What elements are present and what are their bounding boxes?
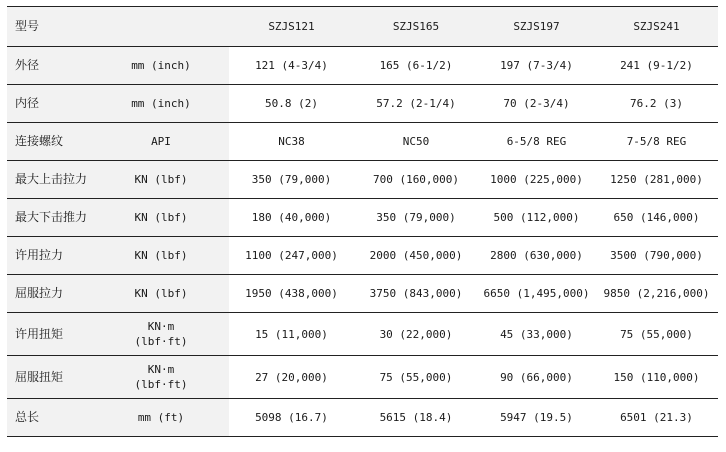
row-unit: API (93, 123, 229, 161)
cell-value: 121 (4-3/4) (229, 47, 354, 85)
cell-value: 165 (6-1/2) (354, 47, 478, 85)
cell-value: 6650 (1,495,000) (478, 275, 595, 313)
table-row (7, 399, 718, 437)
header-label: 型号 (7, 7, 93, 47)
row-label: 许用扭矩 (7, 313, 93, 356)
cell-value: 2800 (630,000) (478, 237, 595, 275)
cell-value: 30 (22,000) (354, 313, 478, 356)
table-row (7, 47, 718, 85)
row-unit: KN (lbf) (93, 199, 229, 237)
cell-value: NC38 (229, 123, 354, 161)
cell-value: 15 (11,000) (229, 313, 354, 356)
header-unit (93, 7, 229, 47)
table-row (7, 356, 718, 399)
cell-value: 350 (79,000) (229, 161, 354, 199)
table-row (7, 313, 718, 356)
cell-value: 241 (9-1/2) (595, 47, 718, 85)
table-row (7, 199, 718, 237)
cell-value: 1000 (225,000) (478, 161, 595, 199)
row-unit (93, 356, 229, 399)
header-row (7, 7, 718, 47)
row-label: 屈服拉力 (7, 275, 93, 313)
cell-value: NC50 (354, 123, 478, 161)
cell-value: 650 (146,000) (595, 199, 718, 237)
unit-line: (lbf·ft) (134, 335, 188, 348)
cell-value: 700 (160,000) (354, 161, 478, 199)
cell-value: 6501 (21.3) (595, 399, 718, 437)
model-name: SZJS121 (229, 7, 354, 47)
table-row (7, 85, 718, 123)
cell-value: 45 (33,000) (478, 313, 595, 356)
model-name: SZJS241 (595, 7, 718, 47)
spec-table (7, 6, 718, 437)
row-unit: mm (inch) (93, 47, 229, 85)
row-unit: mm (inch) (93, 85, 229, 123)
cell-value: 3500 (790,000) (595, 237, 718, 275)
row-label: 最大上击拉力 (7, 161, 93, 199)
cell-value: 5615 (18.4) (354, 399, 478, 437)
row-label: 总长 (7, 399, 93, 437)
row-unit: mm (ft) (93, 399, 229, 437)
row-label: 外径 (7, 47, 93, 85)
cell-value: 1100 (247,000) (229, 237, 354, 275)
cell-value: 50.8 (2) (229, 85, 354, 123)
cell-value: 1950 (438,000) (229, 275, 354, 313)
table-row (7, 237, 718, 275)
table-row (7, 275, 718, 313)
cell-value: 500 (112,000) (478, 199, 595, 237)
cell-value: 6-5/8 REG (478, 123, 595, 161)
cell-value: 180 (40,000) (229, 199, 354, 237)
row-unit: KN (lbf) (93, 161, 229, 199)
cell-value: 1250 (281,000) (595, 161, 718, 199)
table-row (7, 123, 718, 161)
cell-value: 27 (20,000) (229, 356, 354, 399)
cell-value: 70 (2-3/4) (478, 85, 595, 123)
cell-value: 57.2 (2-1/4) (354, 85, 478, 123)
cell-value: 350 (79,000) (354, 199, 478, 237)
model-name: SZJS165 (354, 7, 478, 47)
cell-value: 76.2 (3) (595, 85, 718, 123)
row-label: 最大下击推力 (7, 199, 93, 237)
row-label: 许用拉力 (7, 237, 93, 275)
cell-value: 75 (55,000) (354, 356, 478, 399)
model-name: SZJS197 (478, 7, 595, 47)
cell-value: 3750 (843,000) (354, 275, 478, 313)
row-unit: KN (lbf) (93, 237, 229, 275)
unit-line: KN·m (147, 363, 175, 376)
row-label: 内径 (7, 85, 93, 123)
row-unit: KN (lbf) (93, 275, 229, 313)
row-label: 连接螺纹 (7, 123, 93, 161)
unit-line: (lbf·ft) (134, 378, 188, 391)
cell-value: 7-5/8 REG (595, 123, 718, 161)
cell-value: 197 (7-3/4) (478, 47, 595, 85)
unit-line: KN·m (147, 320, 175, 333)
cell-value: 2000 (450,000) (354, 237, 478, 275)
cell-value: 75 (55,000) (595, 313, 718, 356)
cell-value: 90 (66,000) (478, 356, 595, 399)
cell-value: 5947 (19.5) (478, 399, 595, 437)
cell-value: 9850 (2,216,000) (595, 275, 718, 313)
row-label: 屈服扭矩 (7, 356, 93, 399)
row-unit (93, 313, 229, 356)
cell-value: 150 (110,000) (595, 356, 718, 399)
cell-value: 5098 (16.7) (229, 399, 354, 437)
table-row (7, 161, 718, 199)
